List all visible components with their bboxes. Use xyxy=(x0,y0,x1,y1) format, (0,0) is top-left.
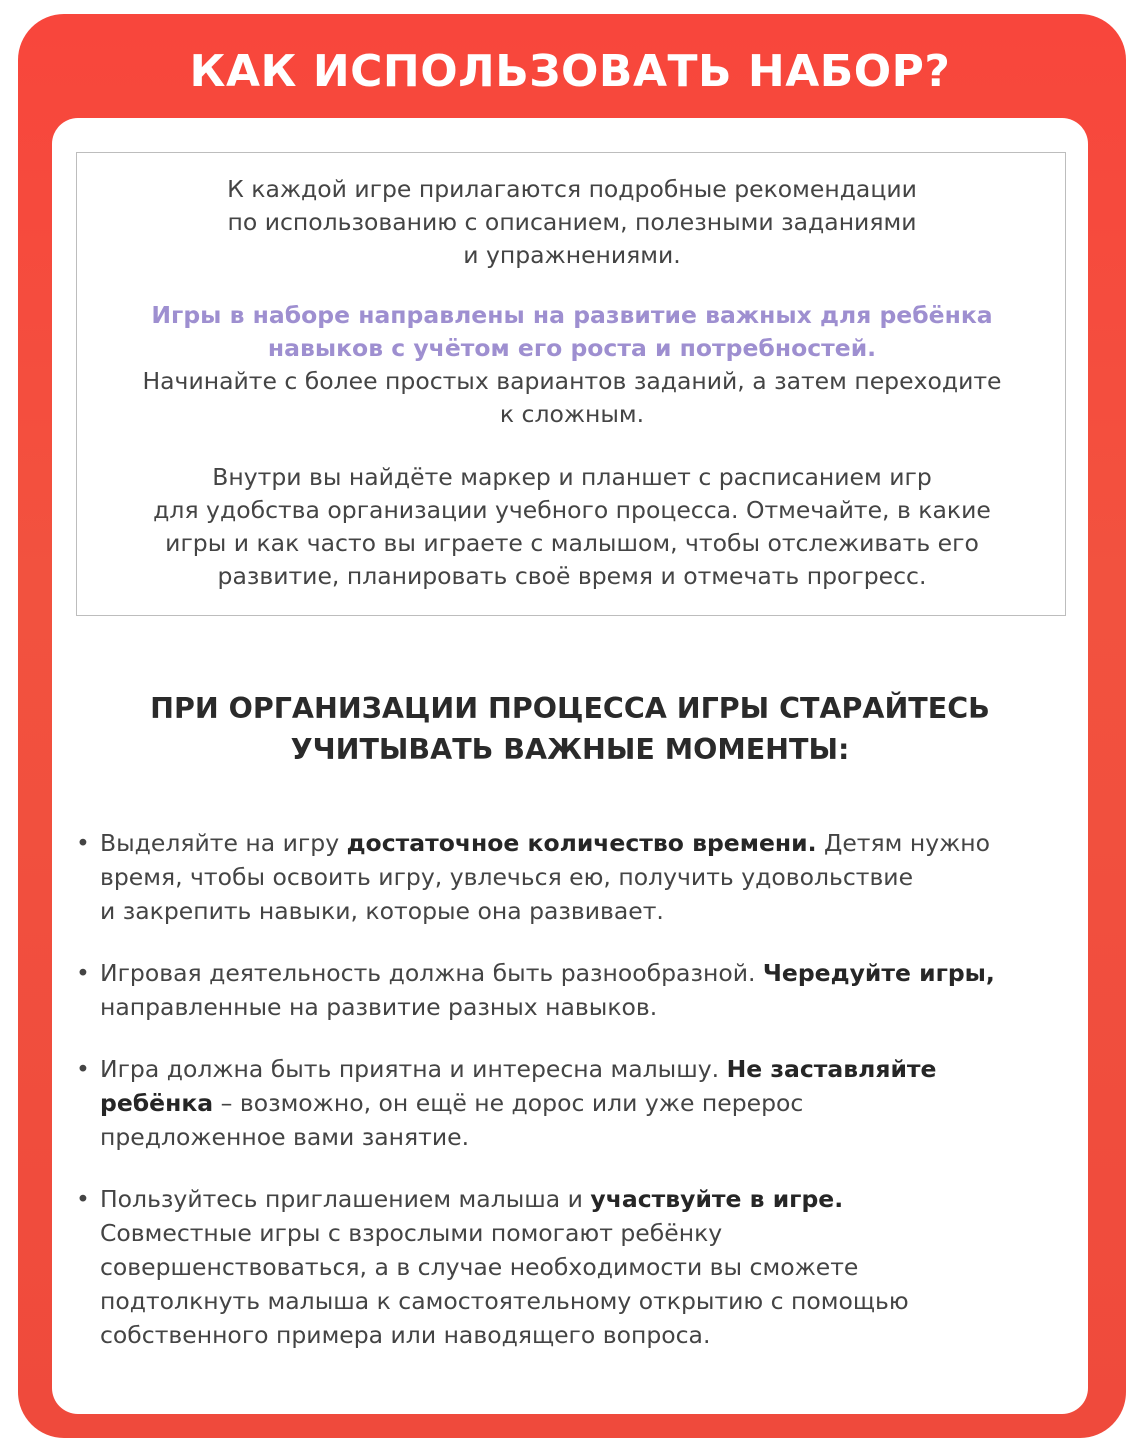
tip-emphasis: Чередуйте игры, xyxy=(762,959,995,987)
bullet-icon: • xyxy=(76,1055,90,1083)
text-line: и упражнениями. xyxy=(463,241,681,269)
intro-box xyxy=(76,152,1066,616)
highlight-line: Игры в наборе направлены на развитие важных для ребёнка xyxy=(151,301,993,329)
tip-text: время, чтобы освоить игру, увлечься ею, получить удовольствие xyxy=(100,863,914,891)
text-line: для удобства организации учебного процесса. Отмечайте, в какие xyxy=(153,496,991,524)
text-line: по использованию с описанием, полезными заданиями xyxy=(227,208,917,236)
text-line: Внутри вы найдёте маркер и планшет с расписанием игр xyxy=(212,463,932,491)
bullet-icon: • xyxy=(76,959,90,987)
page-title: КАК ИСПОЛЬЗОВАТЬ НАБОР? xyxy=(189,46,951,97)
section-heading xyxy=(0,688,1140,770)
intro-paragraph-3 xyxy=(77,461,1067,593)
tip-text: собственного примера или наводящего вопроса. xyxy=(100,1321,711,1349)
intro-paragraph-1 xyxy=(77,173,1067,272)
tip-text: предложенное вами занятие. xyxy=(100,1123,470,1151)
text-line: К каждой игре прилагаются подробные рекомендации xyxy=(227,175,917,203)
tip-emphasis: ребёнка xyxy=(100,1089,214,1117)
tip-item xyxy=(74,1182,1084,1352)
text-line: игры и как часто вы играете с малышом, чтобы отслеживать его xyxy=(165,529,979,557)
tip-text: совершенствоваться, а в случае необходимости вы сможете xyxy=(100,1253,859,1281)
tip-text: Детям нужно xyxy=(816,829,991,857)
tip-emphasis: Не заставляйте xyxy=(726,1055,937,1083)
heading-line: ПРИ ОРГАНИЗАЦИИ ПРОЦЕССА ИГРЫ СТАРАЙТЕСЬ xyxy=(150,692,990,725)
tip-emphasis: достаточное количество времени. xyxy=(346,829,817,857)
tip-text: Выделяйте на игру xyxy=(100,829,347,857)
tip-item xyxy=(74,1052,1084,1154)
tip-text: и закрепить навыки, которые она развивает. xyxy=(100,897,664,925)
bullet-icon: • xyxy=(76,1185,90,1213)
tip-text: – возможно, он ещё не дорос или уже перерос xyxy=(213,1089,804,1117)
tip-text: Совместные игры с взрослыми помогают ребёнку xyxy=(100,1219,723,1247)
tip-text: направленные на развитие разных навыков. xyxy=(100,993,658,1021)
tip-text: Игровая деятельность должна быть разнообразной. xyxy=(100,959,763,987)
tip-text: подтолкнуть малыша к самостоятельному открытию с помощью xyxy=(100,1287,909,1315)
tip-emphasis: участвуйте в игре. xyxy=(590,1185,844,1213)
bullet-icon: • xyxy=(76,829,90,857)
heading-line: УЧИТЫВАТЬ ВАЖНЫЕ МОМЕНТЫ: xyxy=(290,733,850,766)
text-line: развитие, планировать своё время и отмечать прогресс. xyxy=(217,562,927,590)
highlight-line: навыков с учётом его роста и потребностей. xyxy=(267,334,877,362)
tip-item xyxy=(74,956,1084,1024)
intro-paragraph-2 xyxy=(77,299,1067,431)
tips-list xyxy=(74,826,1084,1380)
tip-text: Пользуйтесь приглашением малыша и xyxy=(100,1185,591,1213)
text-line: к сложным. xyxy=(499,400,645,428)
text-line: Начинайте с более простых вариантов заданий, а затем переходите xyxy=(142,367,1002,395)
tip-text: Игра должна быть приятна и интересна малышу. xyxy=(100,1055,727,1083)
tip-item xyxy=(74,826,1084,928)
